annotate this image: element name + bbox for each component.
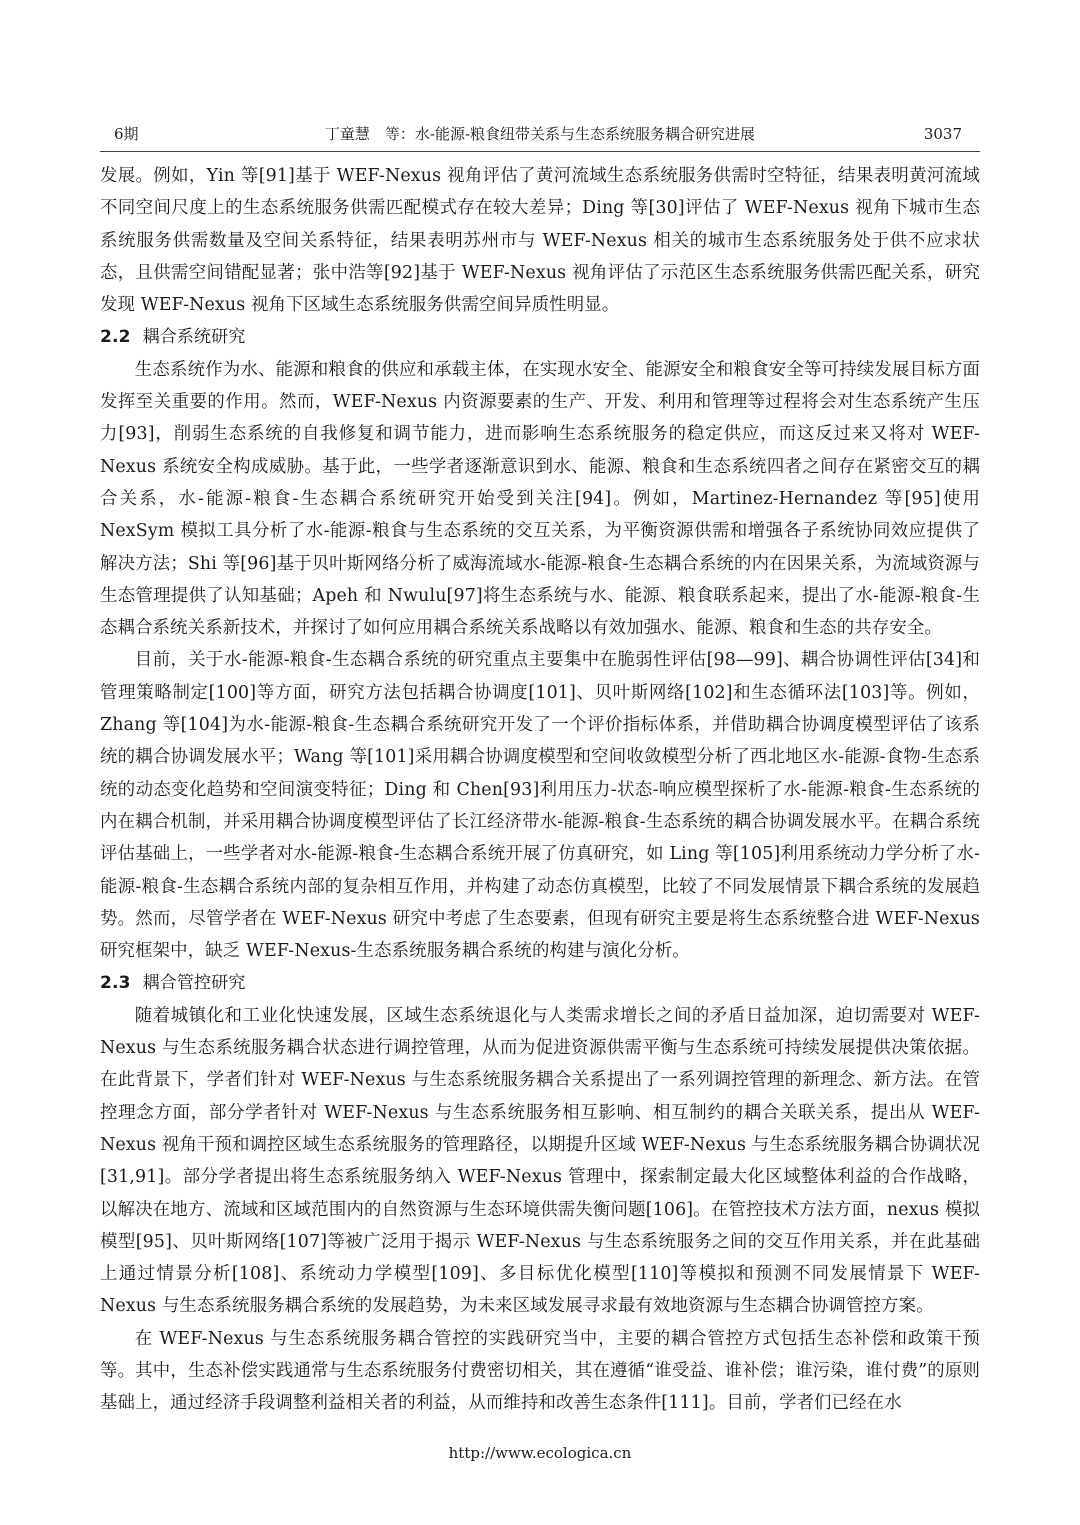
paragraph: 目前，关于水-能源-粮食-生态耦合系统的研究重点主要集中在脆弱性评估[98—99]、耦合协调性评估[34]和管理策略制定[100]等方面，研究方法包括耦合协调度[101]、贝叶斯网络[102]和生态循环法[103]等。例如，Zhang 等[104]为水-能源-粮食-生态耦合系统研究开发了一个评价指标体系，并借助耦合协调度模型评估了该系统的耦合协调发展水平；Wang 等[101]采用耦合协调度模型和空间收敛模型分析了西北地区水-能源-食物-生态系统的动态变化趋势和空间演变特征；Ding 和 Chen[93]利用压力-状态-响应模型探析了水-能源-粮食-生态系统的内在耦合机制，并采用耦合协调度模型评估了长江经济带水-能源-粮食-生态系统的耦合协调发展水平。在耦合系统评估基础上，一些学者对水-能源-粮食-生态耦合系统开展了仿真研究，如 Ling 等[105]利用系统动力学分析了水-能源-粮食-生态耦合系统内部的复杂相互作用，并构建了动态仿真模型，比较了不同发展情景下耦合系统的发展趋势。然而，尽管学者在 WEF-Nexus 研究中考虑了生态要素，但现有研究主要是将生态系统整合进 WEF-Nexus 研究框架中，缺乏 WEF-Nexus-生态系统服务耦合系统的构建与演化分析。 (100, 650, 980, 962)
running-title: 丁童慧 等：水-能源-粮食纽带关系与生态系统服务耦合研究进展 (324, 125, 756, 143)
paragraph: 在 WEF-Nexus 与生态系统服务耦合管控的实践研究当中，主要的耦合管控方式包括生态补偿和政策干预等。其中，生态补偿实践通常与生态系统服务付费密切相关，其在遵循“谁受益、谁补偿；谁污染，谁付费”的原则基础上，通过经济手段调整利益相关者的利益，从而维持和改善生态条件[111]。目前，学者们已经在水 (100, 1328, 980, 1414)
header-rule (100, 151, 980, 152)
paragraph: 随着城镇化和工业化快速发展，区域生态系统退化与人类需求增长之间的矛盾日益加深，迫切需要对 WEF-Nexus 与生态系统服务耦合状态进行调控管理，从而为促进资源供需平衡与生态系统可持续发展提供决策依据。在此背景下，学者们针对 WEF-Nexus 与生态系统服务耦合关系提出了一系列调控管理的新理念、新方法。在管控理念方面，部分学者针对 WEF-Nexus 与生态系统服务相互影响、相互制约的耦合关联关系，提出从 WEF-Nexus 视角干预和调控区域生态系统服务的管理路径，以期提升区域 WEF-Nexus 与生态系统服务耦合协调状况[31,91]。部分学者提出将生态系统服务纳入 WEF-Nexus 管理中，探索制定最大化区域整体利益的合作战略，以解决在地方、流域和区域范围内的自然资源与生态环境供需失衡问题[106]。在管控技术方法方面，nexus 模拟模型[95]、贝叶斯网络[107]等被广泛用于揭示 WEF-Nexus 与生态系统服务之间的交互作用关系，并在此基础上通过情景分析[108]、系统动力学模型[109]、多目标优化模型[110]等模拟和预测不同发展情景下 WEF-Nexus 与生态系统服务耦合系统的发展趋势，为未来区域发展寻求最有效地资源与生态耦合协调管控方案。 (100, 1005, 980, 1317)
page-number: 3037 (923, 125, 962, 143)
running-header (100, 122, 980, 146)
section-title: 耦合系统研究 (142, 327, 246, 348)
section-heading-2-3 (100, 967, 980, 999)
section-heading-2-2 (100, 321, 980, 353)
section-number: 2.3 (100, 973, 131, 994)
paragraph: 生态系统作为水、能源和粮食的供应和承载主体，在实现水安全、能源安全和粮食安全等可持续发展目标方面发挥至关重要的作用。然而，WEF-Nexus 内资源要素的生产、开发、利用和管理等过程将会对生态系统产生压力[93]，削弱生态系统的自我修复和调节能力，进而影响生态系统服务的稳定供应，而这反过来又将对 WEF-Nexus 系统安全构成威胁。基于此，一些学者逐渐意识到水、能源、粮食和生态系统四者之间存在紧密交互的耦合关系，水-能源-粮食-生态耦合系统研究开始受到关注[94]。例如，Martinez-Hernandez 等[95]使用 NexSym 模拟工具分析了水-能源-粮食与生态系统的交互关系，为平衡资源供需和增强各子系统协同效应提供了解决方法；Shi 等[96]基于贝叶斯网络分析了威海流域水-能源-粮食-生态耦合系统的内在因果关系，为流域资源与生态管理提供了认知基础；Apeh 和 Nwulu[97]将生态系统与水、能源、粮食联系起来，提出了水-能源-粮食-生态耦合系统关系新技术，并探讨了如何应用耦合系统关系战略以有效加强水、能源、粮食和生态的共存安全。 (100, 359, 980, 639)
article-body (100, 160, 980, 1420)
section-title: 耦合管控研究 (142, 973, 246, 994)
section-number: 2.2 (100, 327, 131, 348)
issue-number: 6期 (114, 125, 139, 143)
paragraph-continued: 发展。例如，Yin 等[91]基于 WEF-Nexus 视角评估了黄河流域生态系统服务供需时空特征，结果表明黄河流域不同空间尺度上的生态系统服务供需匹配模式存在较大差异；Ding 等[30]评估了 WEF-Nexus 视角下城市生态系统服务供需数量及空间关系特征，结果表明苏州市与 WEF-Nexus 相关的城市生态系统服务处于供不应求状态，且供需空间错配显著；张中浩等[92]基于 WEF-Nexus 视角评估了示范区生态系统服务供需匹配关系，研究发现 WEF-Nexus 视角下区域生态系统服务供需空间异质性明显。 (100, 166, 980, 316)
footer-url[interactable]: http://www.ecologica.cn (448, 1444, 632, 1462)
